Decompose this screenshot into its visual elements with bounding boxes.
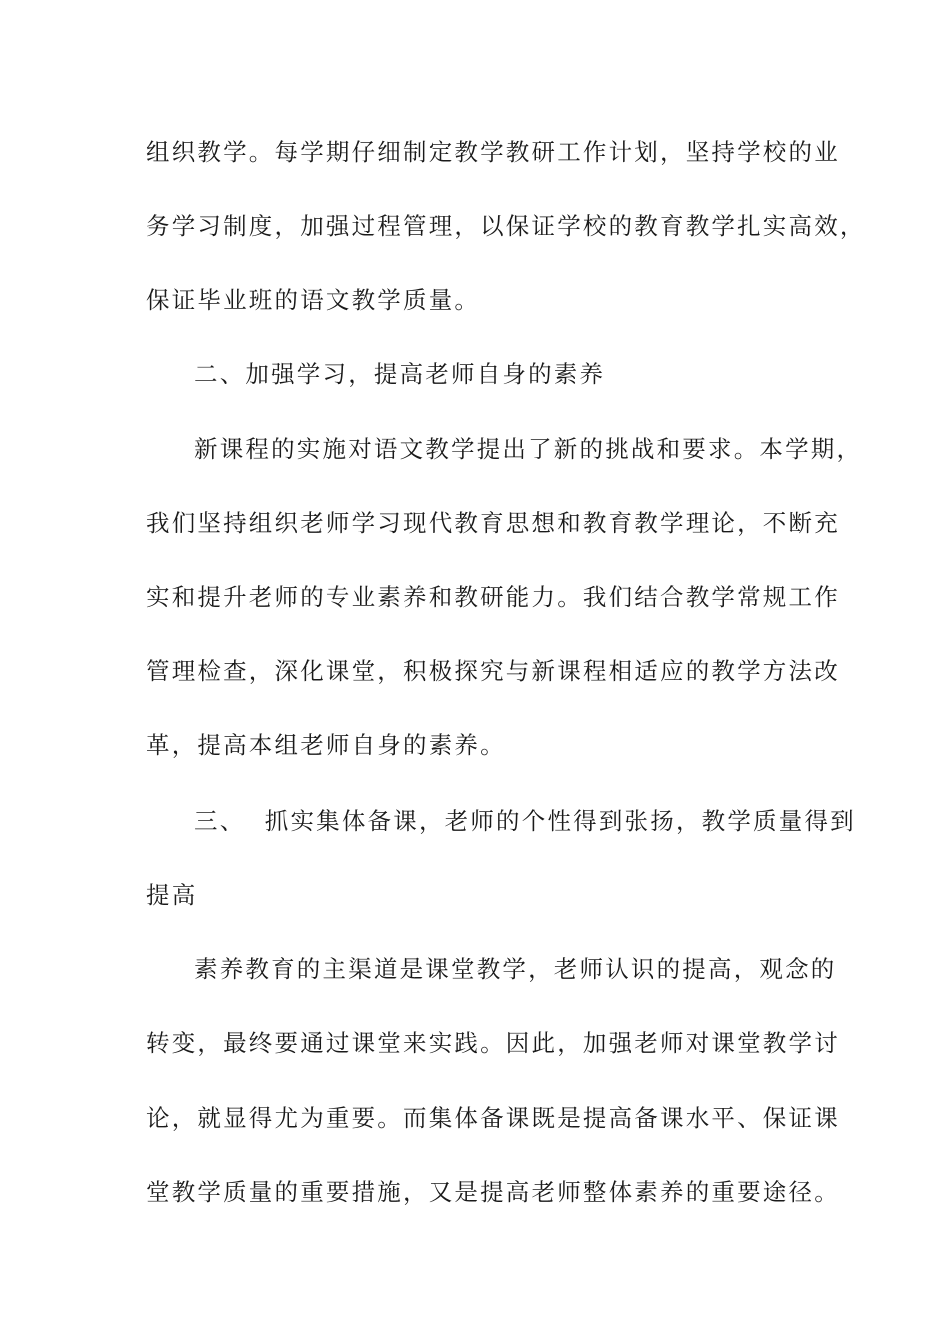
paragraph-line: 组织教学。每学期仔细制定教学教研工作计划，坚持学校的业 [146,138,840,166]
paragraph-line: 新课程的实施对语文教学提出了新的挑战和要求。本学期， [194,435,863,463]
paragraph-line: 保证毕业班的语文教学质量。 [146,286,481,314]
paragraph-line: 素养教育的主渠道是课堂教学，老师认识的提高，观念的 [194,955,837,983]
paragraph-line: 管理检查，深化课堂，积极探究与新课程相适应的教学方法改 [146,657,840,685]
paragraph-line: 转变，最终要通过课堂来实践。因此，加强老师对课堂教学讨 [146,1029,840,1057]
paragraph-line: 堂教学质量的重要措施，又是提高老师整体素养的重要途径。 [146,1178,840,1206]
paragraph-line: 我们坚持组织老师学习现代教育思想和教育教学理论，不断充 [146,509,840,537]
paragraph-line: 革，提高本组老师自身的素养。 [146,731,506,759]
section-heading-2: 二、加强学习，提高老师自身的素养 [194,360,606,388]
paragraph-line: 实和提升老师的专业素养和教研能力。我们结合教学常规工作 [146,583,840,611]
paragraph-line: 论，就显得尤为重要。而集体备课既是提高备课水平、保证课 [146,1104,840,1132]
section-heading-3: 三、 抓实集体备课，老师的个性得到张扬，教学质量得到 [194,807,856,835]
section-heading-3-cont: 提高 [146,881,198,909]
paragraph-line: 务学习制度，加强过程管理，以保证学校的教育教学扎实高效， [146,212,866,240]
